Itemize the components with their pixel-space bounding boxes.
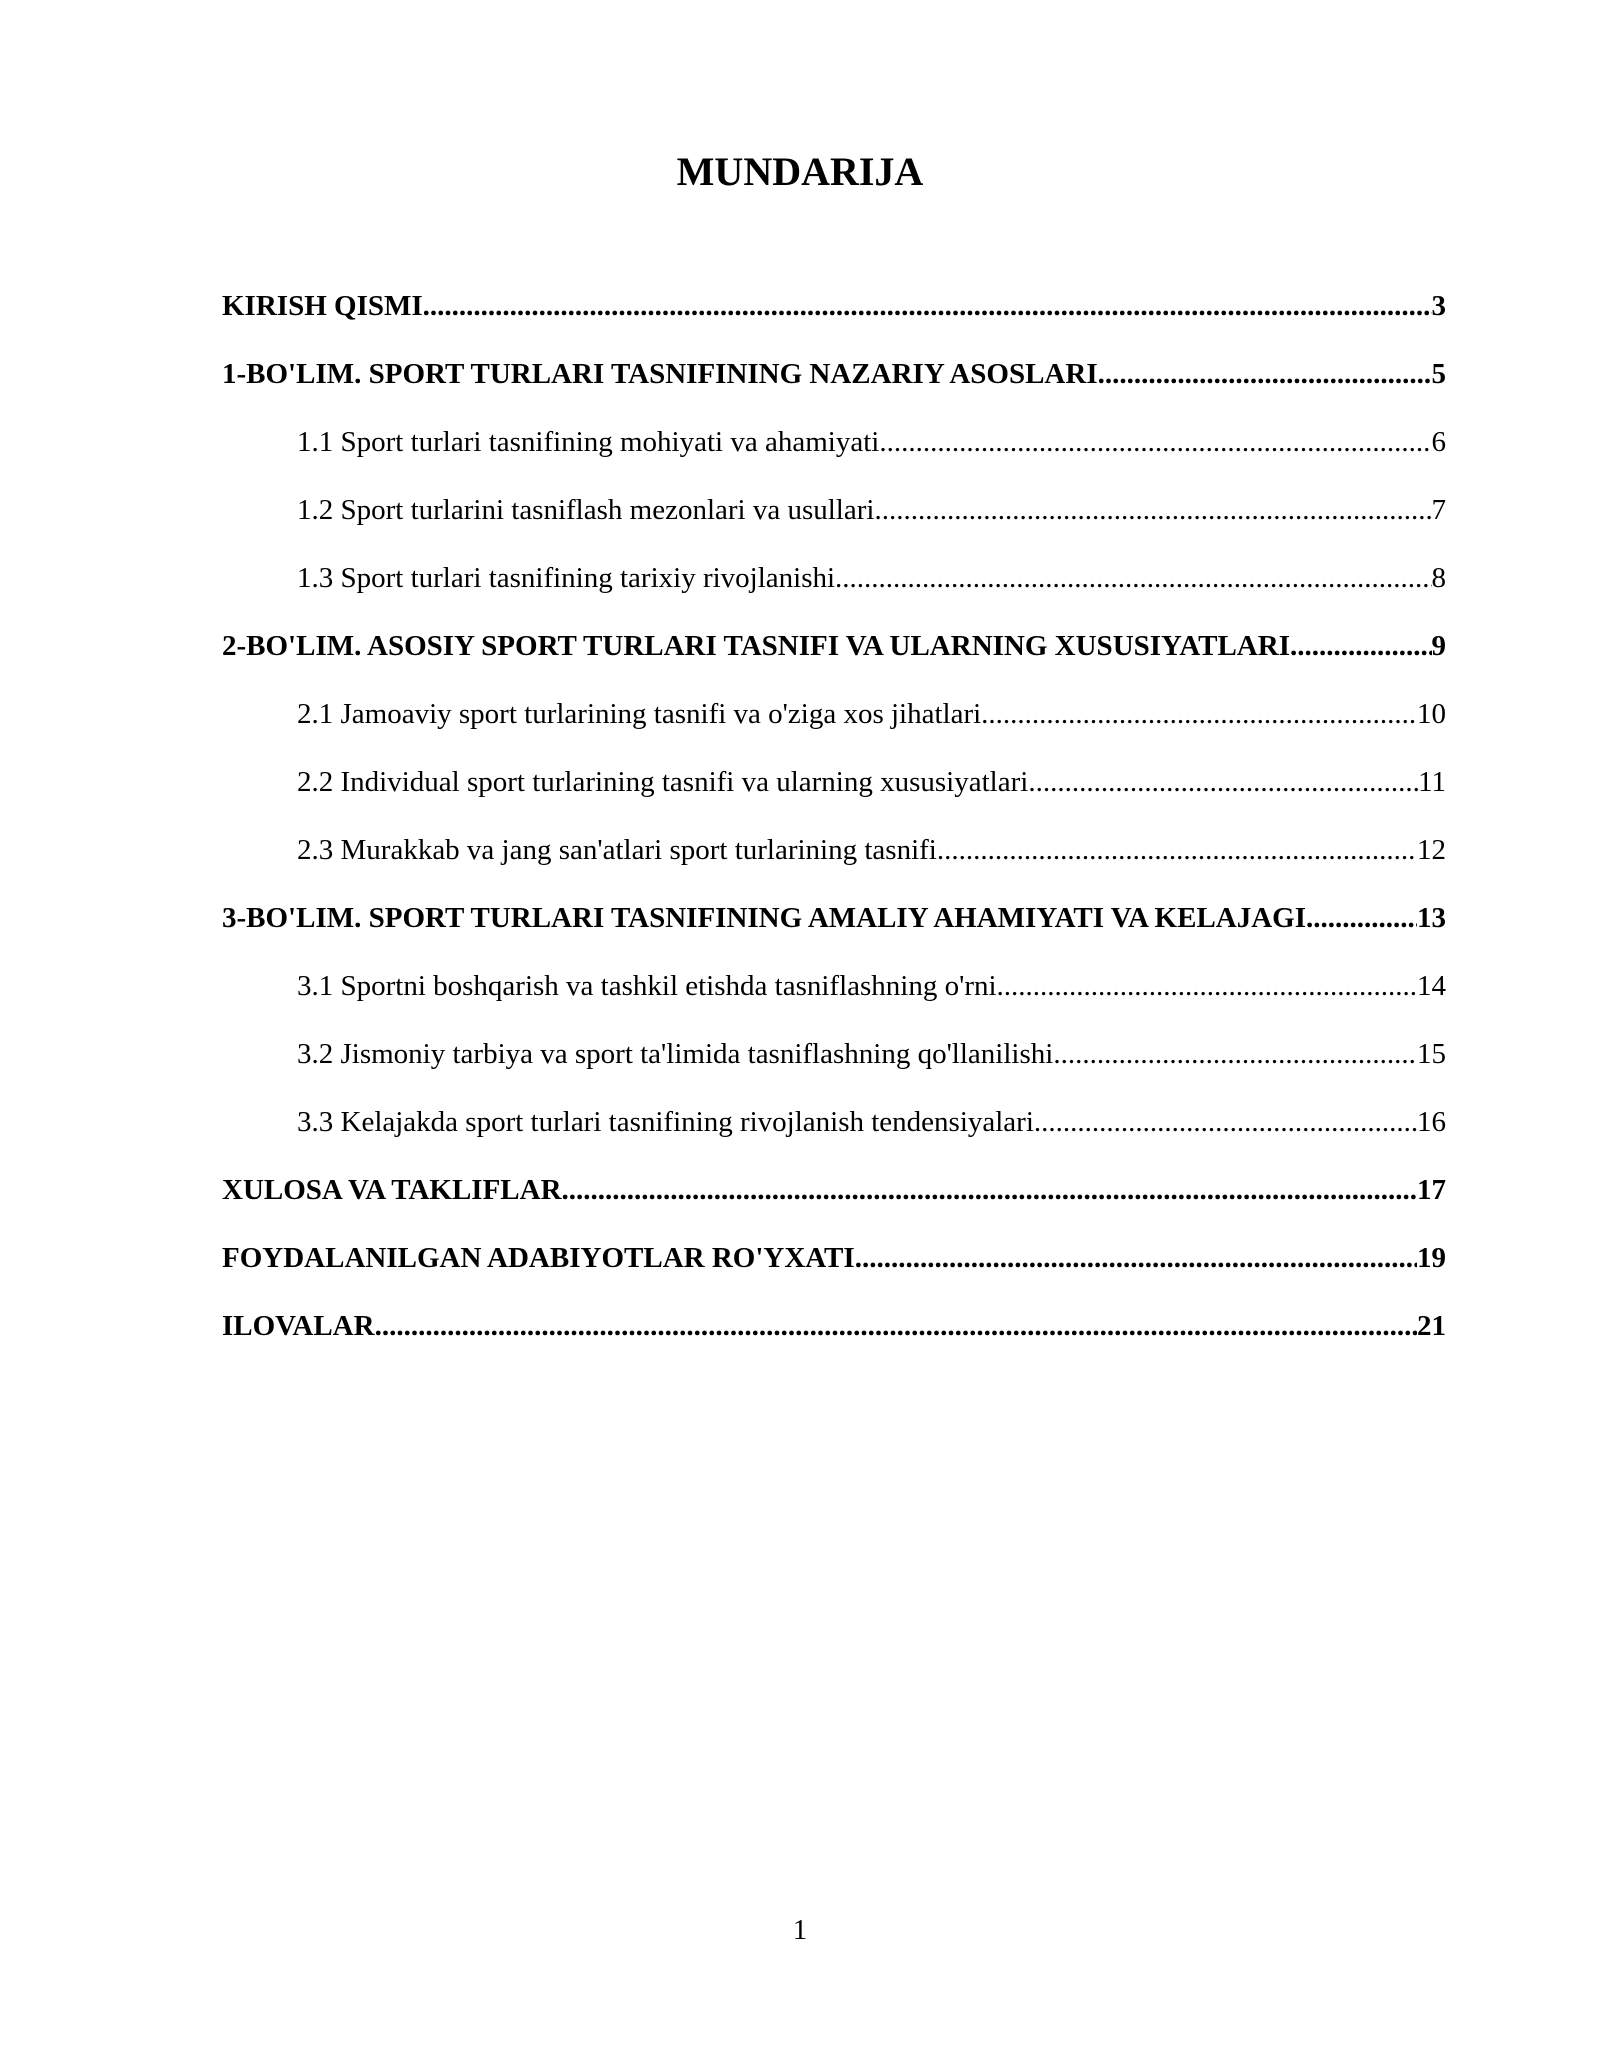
toc-entry-page: 3 [1431, 290, 1446, 322]
page-number: 1 [792, 1914, 808, 1946]
dot-leader [874, 491, 1431, 529]
toc-entry-section-1-2[interactable] [222, 491, 1446, 559]
toc-entry-title: XULOSA VA TAKLIFLAR [222, 1174, 562, 1206]
table-of-contents [222, 287, 1446, 1375]
toc-entry-page: 6 [1431, 426, 1446, 458]
toc-entry-title: 3.3 Kelajakda sport turlari tasnifining rivojlanish tendensiyalari [297, 1106, 1034, 1138]
toc-entry-page: 8 [1431, 562, 1446, 594]
toc-entry-title: 1.1 Sport turlari tasnifining mohiyati va ahamiyati [297, 426, 880, 458]
toc-entry-section-2-2[interactable] [222, 763, 1446, 831]
toc-entry-title: 1.2 Sport turlarini tasniflash mezonlari va usullari [297, 494, 875, 526]
toc-entry-page: 19 [1417, 1242, 1446, 1274]
toc-entry-adabiyotlar[interactable] [222, 1239, 1446, 1307]
toc-entry-title: 1.3 Sport turlari tasnifining tarixiy rivojlanishi [297, 562, 836, 594]
toc-entry-section-1-3[interactable] [222, 559, 1446, 627]
toc-entry-xulosa[interactable] [222, 1171, 1446, 1239]
toc-entry-title: 2.2 Individual sport turlarining tasnifi va ularning xususiyatlari [297, 766, 1029, 798]
toc-entry-section-3-1[interactable] [222, 967, 1446, 1035]
toc-entry-ilovalar[interactable] [222, 1307, 1446, 1375]
toc-entry-section-3-3[interactable] [222, 1103, 1446, 1171]
toc-entry-page: 15 [1417, 1038, 1446, 1070]
dot-leader [375, 1307, 1417, 1345]
toc-entry-title: 3.1 Sportni boshqarish va tashkil etishda tasniflashning o'rni [297, 970, 997, 1002]
toc-entry-section-2-3[interactable] [222, 831, 1446, 899]
toc-entry-page: 13 [1417, 902, 1446, 934]
toc-entry-page: 12 [1417, 834, 1446, 866]
dot-leader [423, 287, 1432, 325]
dot-leader [937, 831, 1417, 869]
toc-entry-page: 16 [1417, 1106, 1446, 1138]
toc-entry-title: 3-BO'LIM. SPORT TURLARI TASNIFINING AMALIY AHAMIYATI VA KELAJAGI [222, 902, 1307, 934]
toc-entry-chapter-2[interactable] [222, 627, 1446, 695]
dot-leader [835, 559, 1431, 597]
toc-entry-page: 9 [1431, 630, 1446, 662]
page-title: MUNDARIJA [676, 149, 924, 194]
toc-entry-page: 21 [1417, 1310, 1446, 1342]
dot-leader [1034, 1103, 1417, 1141]
toc-entry-section-2-1[interactable] [222, 695, 1446, 763]
toc-entry-chapter-3[interactable] [222, 899, 1446, 967]
toc-entry-section-1-1[interactable] [222, 423, 1446, 491]
dot-leader [1290, 627, 1432, 665]
dot-leader [1053, 1035, 1417, 1073]
dot-leader [562, 1171, 1417, 1209]
toc-entry-chapter-1[interactable] [222, 355, 1446, 423]
toc-entry-title: 3.2 Jismoniy tarbiya va sport ta'limida tasniflashning qo'llanilishi [297, 1038, 1054, 1070]
toc-entry-title: 2.3 Murakkab va jang san'atlari sport turlarining tasnifi [297, 834, 937, 866]
dot-leader [1028, 763, 1418, 801]
toc-entry-kirish[interactable] [222, 287, 1446, 355]
toc-entry-page: 10 [1417, 698, 1446, 730]
toc-entry-title: 1-BO'LIM. SPORT TURLARI TASNIFINING NAZARIY ASOSLARI [222, 358, 1098, 390]
toc-entry-page: 17 [1417, 1174, 1446, 1206]
toc-entry-title: FOYDALANILGAN ADABIYOTLAR RO'YXATI [222, 1242, 855, 1274]
dot-leader [997, 967, 1417, 1005]
dot-leader [1306, 899, 1417, 937]
dot-leader [1098, 355, 1432, 393]
toc-entry-page: 11 [1418, 766, 1446, 798]
toc-entry-title: 2-BO'LIM. ASOSIY SPORT TURLARI TASNIFI VA ULARNING XUSUSIYATLARI [222, 630, 1290, 662]
toc-entry-title: KIRISH QISMI [222, 290, 423, 322]
toc-entry-page: 5 [1431, 358, 1446, 390]
toc-entry-page: 14 [1417, 970, 1446, 1002]
dot-leader [981, 695, 1417, 733]
toc-entry-page: 7 [1431, 494, 1446, 526]
toc-entry-title: ILOVALAR [222, 1310, 375, 1342]
dot-leader [879, 423, 1431, 461]
toc-entry-section-3-2[interactable] [222, 1035, 1446, 1103]
toc-entry-title: 2.1 Jamoaviy sport turlarining tasnifi va o'ziga xos jihatlari [297, 698, 982, 730]
dot-leader [855, 1239, 1417, 1277]
